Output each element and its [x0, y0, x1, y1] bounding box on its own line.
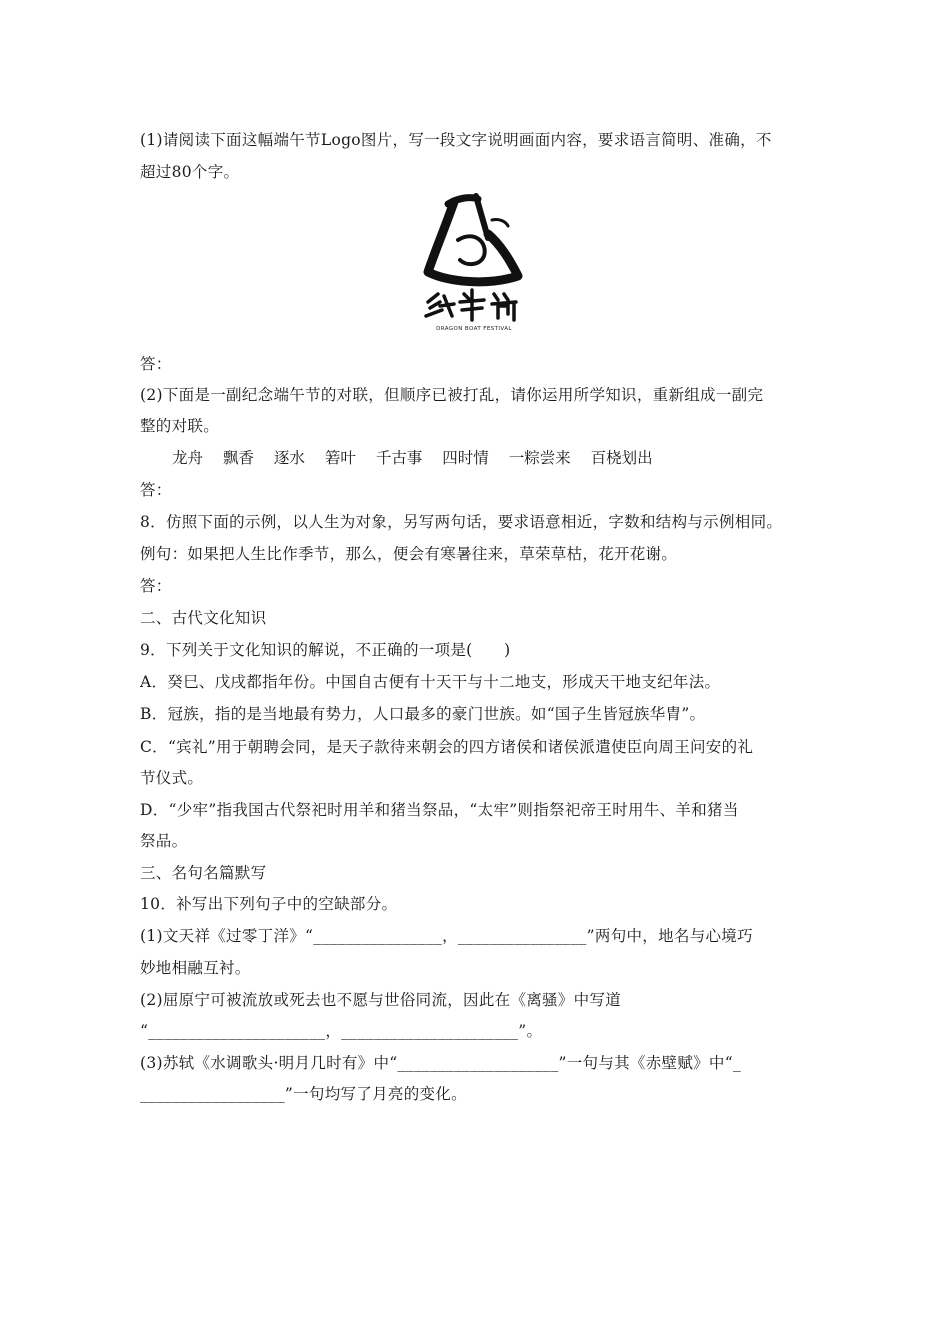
question-10-3: (3)苏轼《水调歌头·明月几时有》中“____________________”一句与其《赤壁赋》中“_ — [140, 1054, 742, 1072]
couplet-word-list — [172, 446, 668, 468]
question-9-option-c: C．“宾礼”用于朝聘会同，是天子款待来朝会的四方诸侯和诸侯派遣使臣向周王问安的礼 — [140, 738, 754, 756]
question-8-example: 例句：如果把人生比作季节，那么，便会有寒暑往来，草荣草枯，花开花谢。 — [140, 545, 678, 563]
question-9-option-b: B．冠族，指的是当地最有势力，人口最多的豪门世族。如“国子生皆冠族华胄”。 — [140, 705, 706, 723]
question-7-2-prompt-cont: 整的对联。 — [140, 417, 220, 435]
question-7-2-prompt: (2)下面是一副纪念端午节的对联，但顺序已被打乱，请你运用所学知识，重新组成一副完 — [140, 386, 764, 404]
answer-label: 答： — [140, 481, 172, 499]
answer-label: 答： — [140, 355, 172, 373]
logo-title — [426, 290, 516, 320]
couplet-word: 龙舟 — [172, 449, 204, 467]
question-10-2: (2)屈原宁可被流放或死去也不愿与世俗同流，因此在《离骚》中写道 — [140, 991, 622, 1009]
question-10-1: (1)文天祥《过零丁洋》“________________，________________”两句中，地名与心境巧 — [140, 927, 753, 945]
section-heading-ancient-culture: 二、古代文化知识 — [140, 609, 267, 627]
couplet-word: 四时情 — [442, 449, 489, 467]
question-7-1-prompt-cont: 超过80个字。 — [140, 163, 240, 181]
question-9-option-a: A．癸巳、戊戌都指年份。中国自古便有十天干与十二地支，形成天干地支纪年法。 — [140, 673, 721, 691]
couplet-word: 一粽尝来 — [508, 449, 571, 467]
logo-caption: DRAGON BOAT FESTIVAL — [436, 326, 512, 332]
couplet-word: 箬叶 — [324, 449, 356, 467]
question-10-3-cont: __________________”一句均写了月亮的变化。 — [140, 1085, 467, 1103]
couplet-word: 千古事 — [375, 449, 423, 467]
question-8-prompt: 8．仿照下面的示例，以人生为对象，另写两句话，要求语意相近，字数和结构与示例相同。 — [140, 513, 783, 531]
dragon-boat-festival-logo — [418, 190, 530, 340]
question-10-1-cont: 妙地相融互衬。 — [140, 959, 251, 977]
section-heading-recitation: 三、名句名篇默写 — [140, 864, 267, 882]
question-9-option-c-cont: 节仪式。 — [140, 769, 204, 787]
question-7-1-prompt: (1)请阅读下面这幅端午节Logo图片，写一段文字说明画面内容，要求语言简明、准确，不 — [140, 131, 772, 149]
couplet-word: 逐水 — [273, 449, 305, 467]
answer-label: 答： — [140, 577, 172, 595]
question-10-2-blanks: “______________________，______________________”。 — [140, 1022, 543, 1040]
question-10-prompt: 10．补写出下列句子中的空缺部分。 — [140, 895, 398, 913]
question-9-option-d-cont: 祭品。 — [140, 832, 188, 850]
question-9-option-d: D．“少牢”指我国古代祭祀时用羊和猪当祭品，“太牢”则指祭祀帝王时用牛、羊和猪当 — [140, 801, 739, 819]
question-9-prompt: 9．下列关于文化知识的解说，不正确的一项是( ) — [140, 641, 511, 659]
couplet-word: 百桡划出 — [590, 449, 653, 467]
couplet-word: 飘香 — [222, 449, 254, 467]
